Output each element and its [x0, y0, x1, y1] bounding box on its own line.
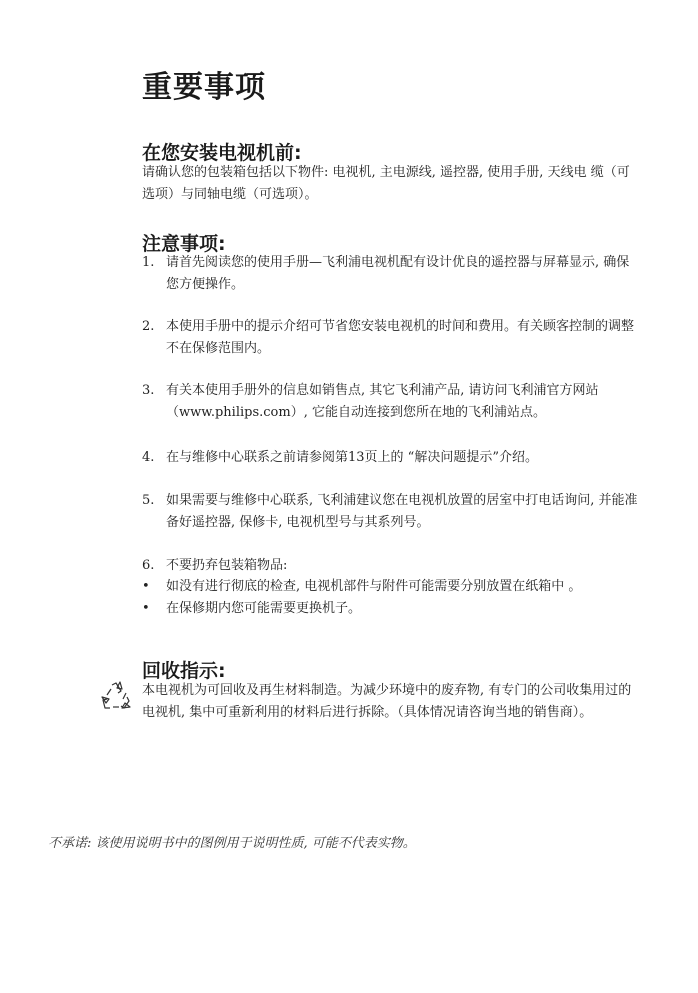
- recycle-text: 本电视机为可回收及再生材料制造。为减少环境中的废弃物, 有专门的公司收集用过的电视机, 集中可重新利用的材料后进行拆除。（具体情况请咨询当地的销售商）。: [142, 683, 632, 720]
- note-item-5: [142, 490, 642, 534]
- bullet-icon: •: [142, 601, 150, 616]
- before-install-text: 请确认您的包装箱包括以下物件: 电视机, 主电源线, 遥控器, 使用手册, 天线电 缆（可选项）与同轴电缆（可选项）。: [142, 165, 630, 202]
- note-number: 6.: [142, 558, 155, 573]
- bullet-text: 在保修期内您可能需要更换机子。: [166, 601, 362, 616]
- note-number: 2.: [142, 319, 155, 334]
- note-item-6: [142, 555, 642, 577]
- note-number: 1.: [142, 255, 155, 270]
- notes-heading: 注意事项:: [142, 233, 226, 255]
- note-number: 3.: [142, 383, 155, 398]
- bullet-item-1: [142, 576, 642, 598]
- disclaimer: 不承诺: 该使用说明书中的图例用于说明性质, 可能不代表实物。: [48, 836, 416, 851]
- recycle-heading: 回收指示:: [142, 660, 226, 682]
- page-title: 重要事项: [142, 70, 266, 105]
- note-text: 有关本使用手册外的信息如销售点, 其它飞利浦产品, 请访问飞利浦官方网站（www.philips.com）, 它能自动连接到您所在地的飞利浦站点。: [166, 383, 599, 420]
- note-text: 在与维修中心联系之前请参阅第13页上的 “解决问题提示”介绍。: [166, 450, 538, 465]
- note-text: 本使用手册中的提示介绍可节省您安装电视机的时间和费用。有关顾客控制的调整不在保修范围内。: [166, 319, 635, 356]
- note-number: 4.: [142, 450, 155, 465]
- bullet-item-2: [142, 598, 642, 620]
- note-item-1: [142, 252, 642, 296]
- bullet-icon: •: [142, 579, 150, 594]
- bullet-text: 如没有进行彻底的检查, 电视机部件与附件可能需要分别放置在纸箱中 。: [166, 579, 582, 594]
- note-item-2: [142, 316, 642, 360]
- note-item-4: [142, 447, 642, 469]
- note-text: 不要扔弃包装箱物品:: [166, 558, 288, 573]
- note-item-3: [142, 380, 642, 424]
- note-text: 请首先阅读您的使用手册—飞利浦电视机配有设计优良的遥控器与屏幕显示, 确保您方便操作。: [166, 255, 630, 292]
- before-install-heading: 在您安装电视机前:: [142, 142, 302, 164]
- recycle-icon: [100, 680, 132, 712]
- note-text: 如果需要与维修中心联系, 飞利浦建议您在电视机放置的居室中打电话询问, 并能准备好遥控器, 保修卡, 电视机型号与其系列号。: [166, 493, 638, 530]
- note-number: 5.: [142, 493, 155, 508]
